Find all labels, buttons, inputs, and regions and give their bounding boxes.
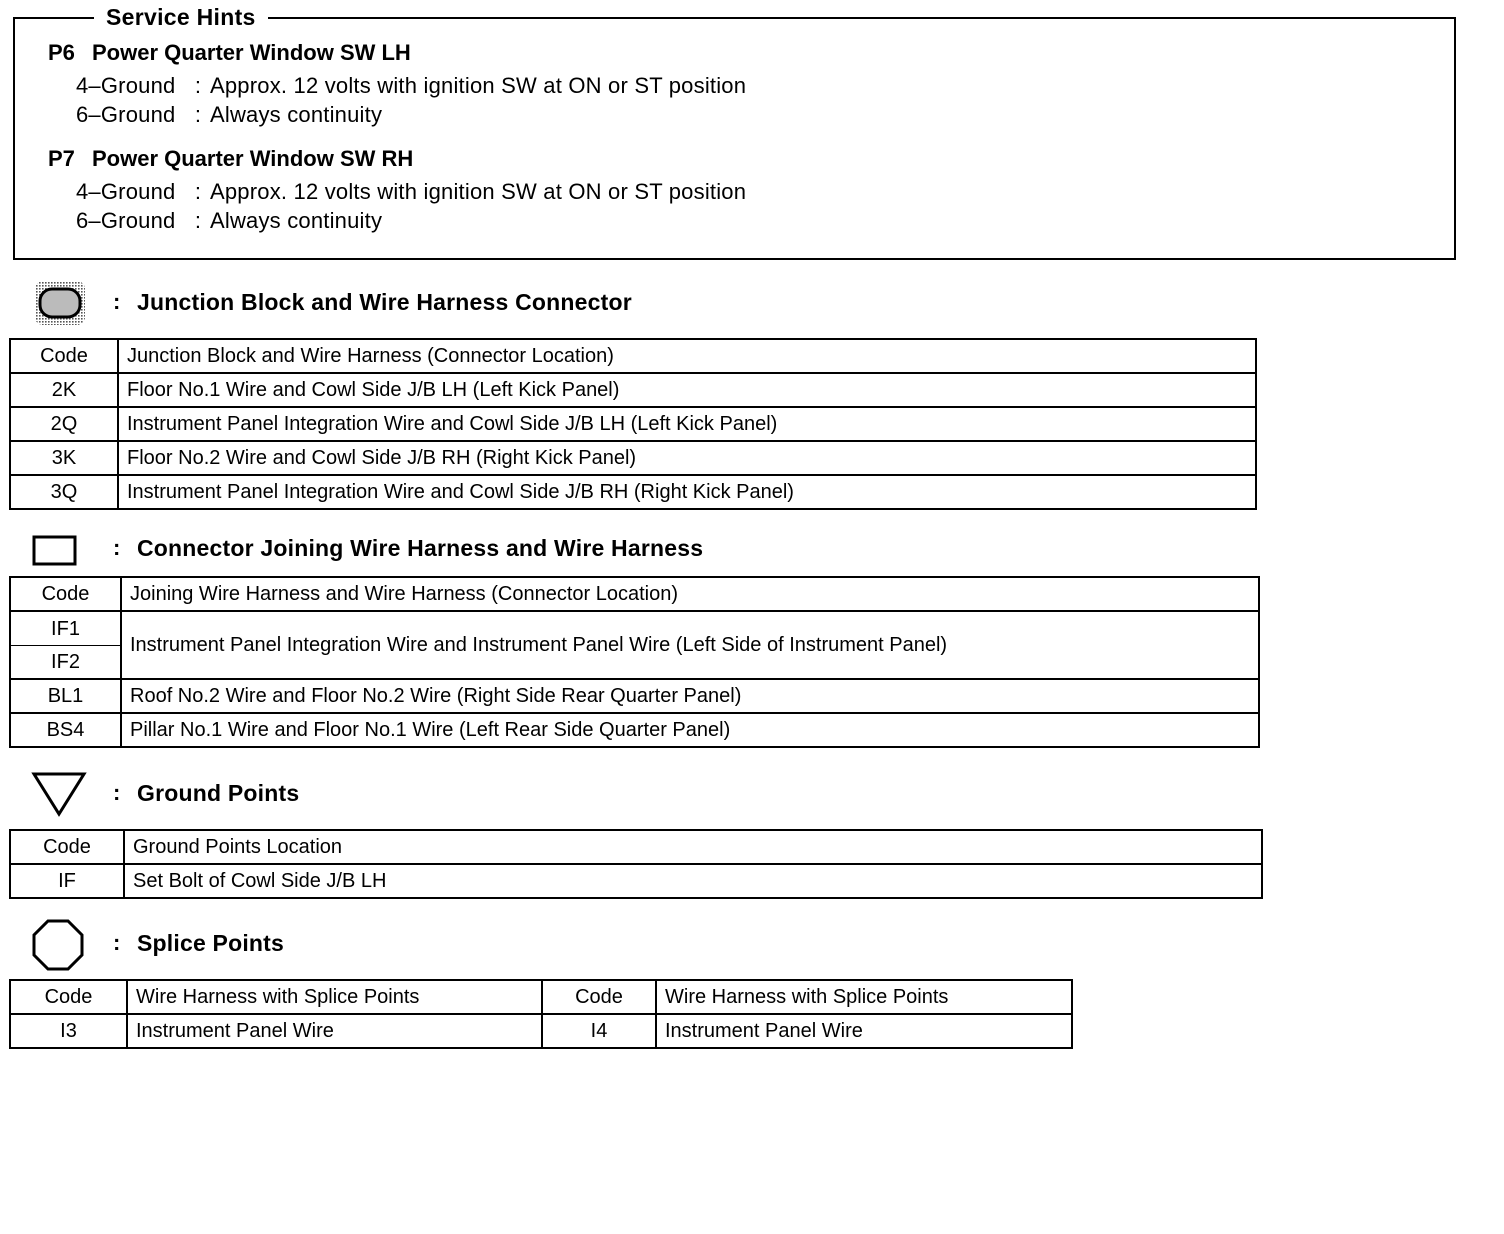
- service-hints-title: Service Hints: [94, 3, 268, 31]
- hint-name: Power Quarter Window SW RH: [92, 146, 414, 171]
- table-row: 3K Floor No.2 Wire and Cowl Side J/B RH (Right Kick Panel): [10, 441, 1256, 475]
- junction-block-table: [9, 338, 1257, 510]
- connector-joining-heading: Connector Joining Wire Harness and Wire Harness: [137, 535, 704, 561]
- connector-joining-table: [9, 576, 1260, 748]
- hint-heading-p7: [48, 145, 413, 173]
- hint-line: 6–Ground : Always continuity: [76, 102, 383, 127]
- hint-code: P6: [48, 40, 75, 65]
- table-header-row: Code Ground Points Location: [10, 830, 1262, 864]
- junction-block-heading: Junction Block and Wire Harness Connector: [137, 289, 632, 315]
- hint-term: 6–Ground: [76, 208, 176, 233]
- hint-term: 6–Ground: [76, 102, 176, 127]
- connector-rectangle-icon: [32, 535, 78, 567]
- hint-value: Approx. 12 volts with ignition SW at ON or ST position: [210, 179, 747, 204]
- hint-heading-p6: [48, 39, 411, 67]
- table-row: BS4 Pillar No.1 Wire and Floor No.1 Wire (Left Rear Side Quarter Panel): [10, 713, 1259, 747]
- hint-term: 4–Ground: [76, 73, 176, 98]
- table-row: I3 Instrument Panel Wire I4 Instrument Panel Wire: [10, 1014, 1072, 1048]
- hint-line: 6–Ground : Always continuity: [76, 208, 383, 233]
- table-row: 2Q Instrument Panel Integration Wire and Cowl Side J/B LH (Left Kick Panel): [10, 407, 1256, 441]
- ground-triangle-icon: [30, 770, 88, 818]
- hint-value: Always continuity: [210, 102, 383, 127]
- hint-line: 4–Ground : Approx. 12 volts with ignition SW at ON or ST position: [76, 179, 747, 204]
- hint-value: Approx. 12 volts with ignition SW at ON or ST position: [210, 73, 747, 98]
- hint-name: Power Quarter Window SW LH: [92, 40, 411, 65]
- table-row: BL1 Roof No.2 Wire and Floor No.2 Wire (Right Side Rear Quarter Panel): [10, 679, 1259, 713]
- splice-points-table: [9, 979, 1073, 1049]
- table-header-row: Code Junction Block and Wire Harness (Connector Location): [10, 339, 1256, 373]
- table-row: 3Q Instrument Panel Integration Wire and Cowl Side J/B RH (Right Kick Panel): [10, 475, 1256, 509]
- table-header-row: Code Wire Harness with Splice Points Code Wire Harness with Splice Points: [10, 980, 1072, 1014]
- hint-code: P7: [48, 146, 75, 171]
- hint-line: 4–Ground : Approx. 12 volts with ignition SW at ON or ST position: [76, 73, 747, 98]
- splice-octagon-icon: [30, 918, 86, 972]
- ground-points-heading: Ground Points: [137, 780, 300, 806]
- splice-points-heading: Splice Points: [137, 930, 285, 956]
- hint-value: Always continuity: [210, 208, 383, 233]
- table-header-row: Code Joining Wire Harness and Wire Harness (Connector Location): [10, 577, 1259, 611]
- junction-block-symbol-icon: [33, 279, 87, 327]
- table-row-grouped: IF1 IF2 Instrument Panel Integration Wire and Instrument Panel Wire (Left Side of Instrument Panel): [10, 611, 1259, 679]
- table-row: IF Set Bolt of Cowl Side J/B LH: [10, 864, 1262, 898]
- table-row: 2K Floor No.1 Wire and Cowl Side J/B LH (Left Kick Panel): [10, 373, 1256, 407]
- ground-points-table: [9, 829, 1263, 899]
- hint-term: 4–Ground: [76, 179, 176, 204]
